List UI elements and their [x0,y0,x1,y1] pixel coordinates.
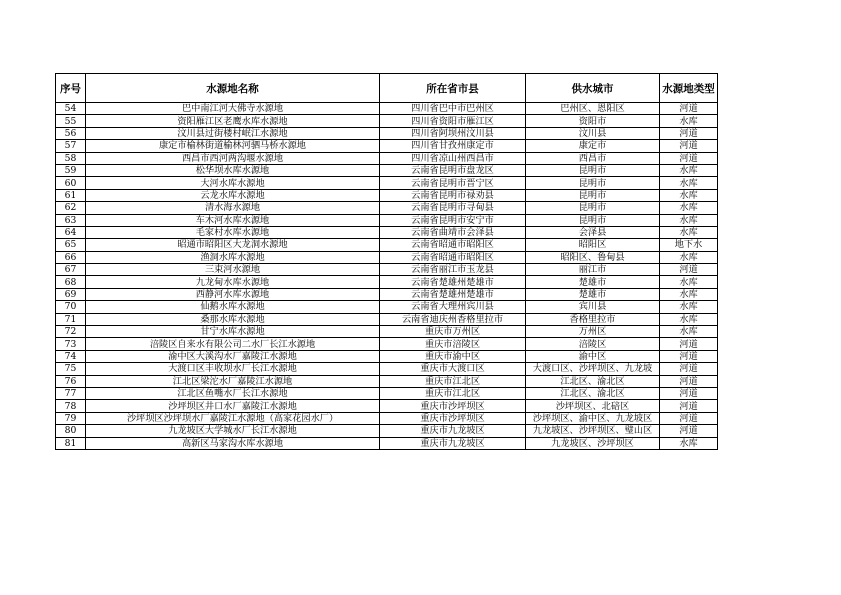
cell-location: 云南省昭通市昭阳区 [380,251,526,263]
cell-source-name: 云龙水库水源地 [86,189,380,201]
cell-source-name: 昭通市昭阳区大龙洞水源地 [86,239,380,251]
cell-index: 80 [56,425,86,437]
cell-source-type: 水库 [660,226,718,238]
table-row [56,313,718,325]
cell-index: 56 [56,127,86,139]
cell-source-name: 车木河水库水源地 [86,214,380,226]
cell-supply-city: 昭阳区、鲁甸县 [526,251,660,263]
cell-location: 云南省昆明市盘龙区 [380,164,526,176]
cell-source-type: 水库 [660,251,718,263]
table-row [56,127,718,139]
cell-location: 重庆市大渡口区 [380,363,526,375]
cell-source-name: 江北区鱼嘴水厂长江水源地 [86,387,380,399]
cell-location: 四川省阿坝州汶川县 [380,127,526,139]
cell-index: 60 [56,177,86,189]
cell-location: 重庆市九龙坡区 [380,425,526,437]
cell-index: 81 [56,437,86,449]
cell-location: 云南省昆明市寻甸县 [380,202,526,214]
cell-source-type: 水库 [660,313,718,325]
header-row [56,74,718,103]
cell-source-name: 沙坪坝区沙坪坝水厂嘉陵江水源地（高家花园水厂） [86,412,380,424]
cell-location: 四川省资阳市雁江区 [380,115,526,127]
table-row [56,202,718,214]
cell-source-name: 资阳雁江区老鹰水库水源地 [86,115,380,127]
cell-index: 76 [56,375,86,387]
cell-source-type: 水库 [660,288,718,300]
header-supply-city: 供水城市 [526,74,660,103]
cell-source-name: 仙鹅水库水源地 [86,301,380,313]
cell-supply-city: 涪陵区 [526,338,660,350]
cell-source-name: 巴中南江河大佛寺水源地 [86,103,380,115]
cell-index: 58 [56,152,86,164]
cell-index: 65 [56,239,86,251]
cell-source-type: 河道 [660,338,718,350]
cell-index: 61 [56,189,86,201]
cell-index: 78 [56,400,86,412]
cell-source-type: 河道 [660,425,718,437]
cell-source-type: 河道 [660,127,718,139]
cell-supply-city: 九龙坡区、沙坪坝区、璧山区 [526,425,660,437]
cell-location: 云南省昭通市昭阳区 [380,239,526,251]
cell-index: 66 [56,251,86,263]
cell-source-name: 松华坝水库水源地 [86,164,380,176]
cell-source-type: 河道 [660,350,718,362]
cell-source-name: 渝中区大溪沟水厂嘉陵江水源地 [86,350,380,362]
table-body [56,103,718,450]
cell-source-name: 九龙坡区大学城水厂长江水源地 [86,425,380,437]
cell-source-name: 高新区马家沟水库水源地 [86,437,380,449]
cell-source-type: 河道 [660,387,718,399]
cell-location: 云南省大理州宾川县 [380,301,526,313]
cell-supply-city: 香格里拉市 [526,313,660,325]
table-row [56,301,718,313]
cell-location: 四川省巴中市巴州区 [380,103,526,115]
table-row [56,115,718,127]
cell-location: 重庆市沙坪坝区 [380,412,526,424]
cell-source-type: 水库 [660,301,718,313]
cell-index: 64 [56,226,86,238]
cell-location: 重庆市渝中区 [380,350,526,362]
header-location: 所在省市县 [380,74,526,103]
header-source-type: 水源地类型 [660,74,718,103]
cell-location: 云南省昆明市晋宁区 [380,177,526,189]
cell-location: 重庆市江北区 [380,375,526,387]
cell-source-name: 清水海水源地 [86,202,380,214]
table-row [56,412,718,424]
cell-index: 62 [56,202,86,214]
table-row [56,400,718,412]
cell-supply-city: 资阳市 [526,115,660,127]
table-row [56,251,718,263]
table-row [56,177,718,189]
table-row [56,226,718,238]
cell-source-type: 河道 [660,264,718,276]
cell-index: 69 [56,288,86,300]
cell-index: 59 [56,164,86,176]
cell-source-type: 水库 [660,276,718,288]
cell-supply-city: 渝中区 [526,350,660,362]
cell-source-type: 水库 [660,214,718,226]
cell-source-type: 地下水 [660,239,718,251]
cell-index: 57 [56,140,86,152]
cell-location: 云南省昆明市安宁市 [380,214,526,226]
cell-supply-city: 宾川县 [526,301,660,313]
cell-index: 54 [56,103,86,115]
cell-source-name: 大渡口区丰收坝水厂长江水源地 [86,363,380,375]
cell-source-type: 河道 [660,152,718,164]
table-row [56,189,718,201]
cell-index: 71 [56,313,86,325]
table-row [56,164,718,176]
cell-supply-city: 江北区、渝北区 [526,387,660,399]
cell-source-name: 沙坪坝区井口水厂嘉陵江水源地 [86,400,380,412]
table-row [56,387,718,399]
cell-index: 73 [56,338,86,350]
cell-location: 重庆市万州区 [380,326,526,338]
table-row [56,288,718,300]
cell-source-name: 九龙甸水库水源地 [86,276,380,288]
cell-supply-city: 昆明市 [526,214,660,226]
cell-source-type: 水库 [660,177,718,189]
cell-location: 重庆市江北区 [380,387,526,399]
cell-supply-city: 昭阳区 [526,239,660,251]
cell-location: 云南省楚雄州楚雄市 [380,276,526,288]
cell-index: 79 [56,412,86,424]
table-row [56,140,718,152]
cell-source-name: 西昌市西河两沟堰水源地 [86,152,380,164]
cell-location: 云南省曲靖市会泽县 [380,226,526,238]
table-row [56,425,718,437]
cell-source-name: 甘宁水库水源地 [86,326,380,338]
cell-source-name: 三束河水源地 [86,264,380,276]
cell-source-name: 渔洞水库水源地 [86,251,380,263]
cell-location: 云南省丽江市玉龙县 [380,264,526,276]
cell-source-name: 毛家村水库水源地 [86,226,380,238]
table-row [56,437,718,449]
cell-source-type: 水库 [660,189,718,201]
cell-source-name: 江北区梁沱水厂嘉陵江水源地 [86,375,380,387]
cell-supply-city: 楚雄市 [526,288,660,300]
cell-source-type: 河道 [660,363,718,375]
cell-supply-city: 昆明市 [526,164,660,176]
cell-source-type: 水库 [660,115,718,127]
table-row [56,103,718,115]
cell-source-name: 康定市榆林街道榆林河驷马桥水源地 [86,140,380,152]
cell-source-name: 桑那水库水源地 [86,313,380,325]
cell-supply-city: 丽江市 [526,264,660,276]
cell-source-type: 河道 [660,103,718,115]
table-row [56,375,718,387]
cell-source-type: 水库 [660,437,718,449]
cell-supply-city: 九龙坡区、沙坪坝区 [526,437,660,449]
cell-source-name: 汶川县过街楼村岷江水源地 [86,127,380,139]
cell-supply-city: 大渡口区、沙坪坝区、九龙坡 [526,363,660,375]
cell-supply-city: 昆明市 [526,189,660,201]
cell-location: 重庆市涪陵区 [380,338,526,350]
cell-index: 67 [56,264,86,276]
cell-supply-city: 沙坪坝区、北碚区 [526,400,660,412]
cell-location: 云南省昆明市禄劝县 [380,189,526,201]
table-row [56,239,718,251]
cell-source-type: 水库 [660,202,718,214]
cell-source-name: 大河水库水源地 [86,177,380,189]
cell-supply-city: 巴州区、恩阳区 [526,103,660,115]
cell-supply-city: 汶川县 [526,127,660,139]
cell-source-type: 河道 [660,412,718,424]
cell-source-type: 河道 [660,140,718,152]
table-row [56,214,718,226]
cell-index: 63 [56,214,86,226]
header-source-name: 水源地名称 [86,74,380,103]
cell-supply-city: 万州区 [526,326,660,338]
cell-location: 云南省迪庆州香格里拉市 [380,313,526,325]
cell-source-type: 水库 [660,326,718,338]
cell-location: 四川省甘孜州康定市 [380,140,526,152]
cell-index: 72 [56,326,86,338]
cell-supply-city: 康定市 [526,140,660,152]
cell-index: 68 [56,276,86,288]
cell-supply-city: 西昌市 [526,152,660,164]
cell-supply-city: 江北区、渝北区 [526,375,660,387]
water-source-table [55,73,718,450]
cell-location: 重庆市沙坪坝区 [380,400,526,412]
table-row [56,152,718,164]
table-row [56,338,718,350]
cell-index: 70 [56,301,86,313]
cell-supply-city: 会泽县 [526,226,660,238]
cell-source-type: 水库 [660,164,718,176]
cell-source-name: 西静河水库水源地 [86,288,380,300]
cell-source-type: 河道 [660,375,718,387]
cell-supply-city: 沙坪坝区、渝中区、九龙坡区 [526,412,660,424]
cell-index: 75 [56,363,86,375]
cell-index: 55 [56,115,86,127]
cell-location: 重庆市九龙坡区 [380,437,526,449]
table-row [56,350,718,362]
table-row [56,276,718,288]
cell-supply-city: 昆明市 [526,202,660,214]
cell-index: 77 [56,387,86,399]
table-row [56,326,718,338]
cell-location: 四川省凉山州西昌市 [380,152,526,164]
cell-supply-city: 昆明市 [526,177,660,189]
cell-location: 云南省楚雄州楚雄市 [380,288,526,300]
table-row [56,264,718,276]
table-row [56,363,718,375]
cell-index: 74 [56,350,86,362]
cell-source-name: 涪陵区自来水有限公司二水厂长江水源地 [86,338,380,350]
header-index: 序号 [56,74,86,103]
cell-supply-city: 楚雄市 [526,276,660,288]
cell-source-type: 河道 [660,400,718,412]
